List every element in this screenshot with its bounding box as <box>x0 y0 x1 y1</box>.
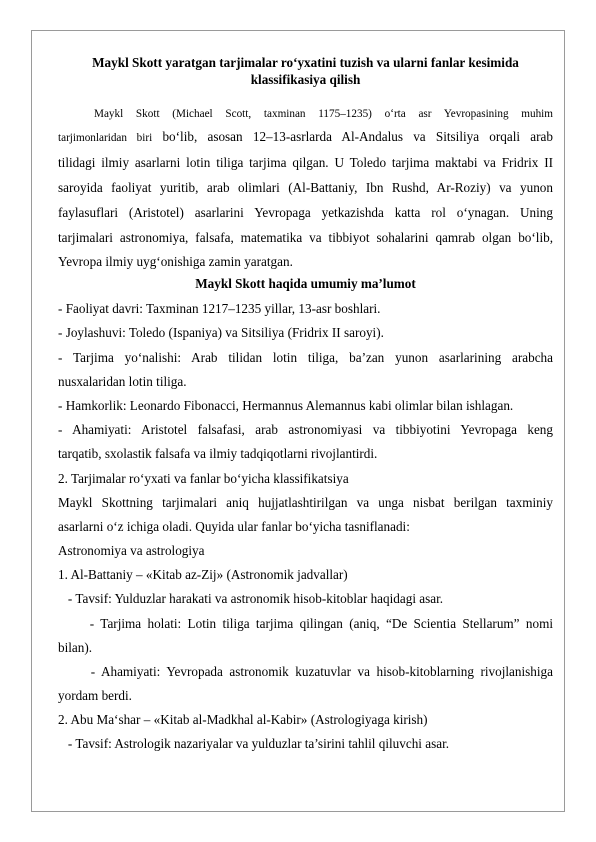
overview-direction-line-2: nusxalaridan lotin tiliga. <box>58 374 187 389</box>
overview-heading: Maykl Skott haqida umumiy ma’lumot <box>195 276 416 291</box>
intro-line-1: Maykl Skott (Michael Scott, taxminan 1175–1235) o‘rta asr Yevropasining muhim <box>94 108 553 120</box>
item-1-description: - Tavsif: Yulduzlar harakati va astronomik hisob-kitoblar haqidagi asar. <box>58 591 444 606</box>
intro-line-3: tilidagi ilmiy asarlarni lotin tiliga tarjima qilgan. U Toledo tarjima maktabi va Fridrix II <box>58 155 553 170</box>
section-2-heading: 2. Tarjimalar ro‘yxati va fanlar bo‘yicha klassifikatsiya <box>58 471 349 486</box>
section-2-line-1: Maykl Skottning tarjimalari aniq hujjatlashtirilgan va unga nisbat berilgan taxminiy <box>58 495 553 510</box>
overview-location: - Joylashuvi: Toledo (Ispaniya) va Sitsiliya (Fridrix II saroyi). <box>58 325 384 340</box>
intro-line-6: tarjimalari astronomiya, falsafa, matematika va tibbiyot sohalarini qamrab olgan bo‘lib, <box>58 230 553 245</box>
item-1-importance-line-2: yordam berdi. <box>58 688 132 703</box>
overview-importance-line-1: - Ahamiyati: Aristotel falsafasi, arab astronomiyasi va tibbiyotini Yevropaga keng <box>58 422 553 437</box>
document-title-line-2: klassifikasiya qilish <box>250 72 361 87</box>
intro-line-5: faylasuflari (Aristotel) asarlarini Yevropaga yetkazishda katta rol o‘ynagan. Uning <box>58 205 553 220</box>
overview-collaboration: - Hamkorlik: Leonardo Fibonacci, Hermannus Alemannus kabi olimlar bilan ishlagan. <box>58 398 514 413</box>
overview-direction-line-1: - Tarjima yo‘nalishi: Arab tilidan lotin tiliga, ba’zan yunon asarlarining arabcha <box>58 350 553 365</box>
section-2-line-2: asarlarni o‘z ichiga oladi. Quyida ular fanlar bo‘yicha tasniflanadi: <box>58 519 410 534</box>
item-1-translation-line-1: - Tarjima holati: Lotin tiliga tarjima qilingan (aniq, “De Scientia Stellarum” nomi <box>58 616 553 631</box>
document-title-line-1: Maykl Skott yaratgan tarjimalar ro‘yxatini tuzish va ularni fanlar kesimida <box>92 55 519 70</box>
intro-line-2: tarjimonlaridan biri bo‘lib, asosan 12–13-asrlarda Al-Andalus va Sitsiliya orqali arab <box>58 129 553 144</box>
overview-importance-line-2: tarqatib, sxolastik falsafa va ilmiy tadqiqotlarni rivojlantirdi. <box>58 446 378 461</box>
item-2-description: - Tavsif: Astrologik nazariyalar va yulduzlar ta’sirini tahlil qiluvchi asar. <box>58 736 450 751</box>
item-1-importance-line-1: - Ahamiyati: Yevropada astronomik kuzatuvlar va hisob-kitoblarning rivojlanishiga <box>58 664 553 679</box>
item-1-title: 1. Al-Battaniy – «Kitab az-Zij» (Astronomik jadvallar) <box>58 567 348 582</box>
item-2-title: 2. Abu Ma‘shar – «Kitab al-Madkhal al-Kabir» (Astrologiyaga kirish) <box>58 712 428 727</box>
item-1-translation-line-2: bilan). <box>58 640 93 655</box>
subsection-astronomy-heading: Astronomiya va astrologiya <box>58 543 205 558</box>
intro-line-4: saroyida faoliyat yuritib, arab olimlari (Al-Battaniy, Ibn Rushd, Ar-Roziy) va yunon <box>58 180 553 195</box>
overview-period: - Faoliyat davri: Taxminan 1217–1235 yillar, 13-asr boshlari. <box>58 301 381 316</box>
intro-line-7: Yevropa ilmiy uyg‘onishiga zamin yaratgan. <box>58 254 293 269</box>
